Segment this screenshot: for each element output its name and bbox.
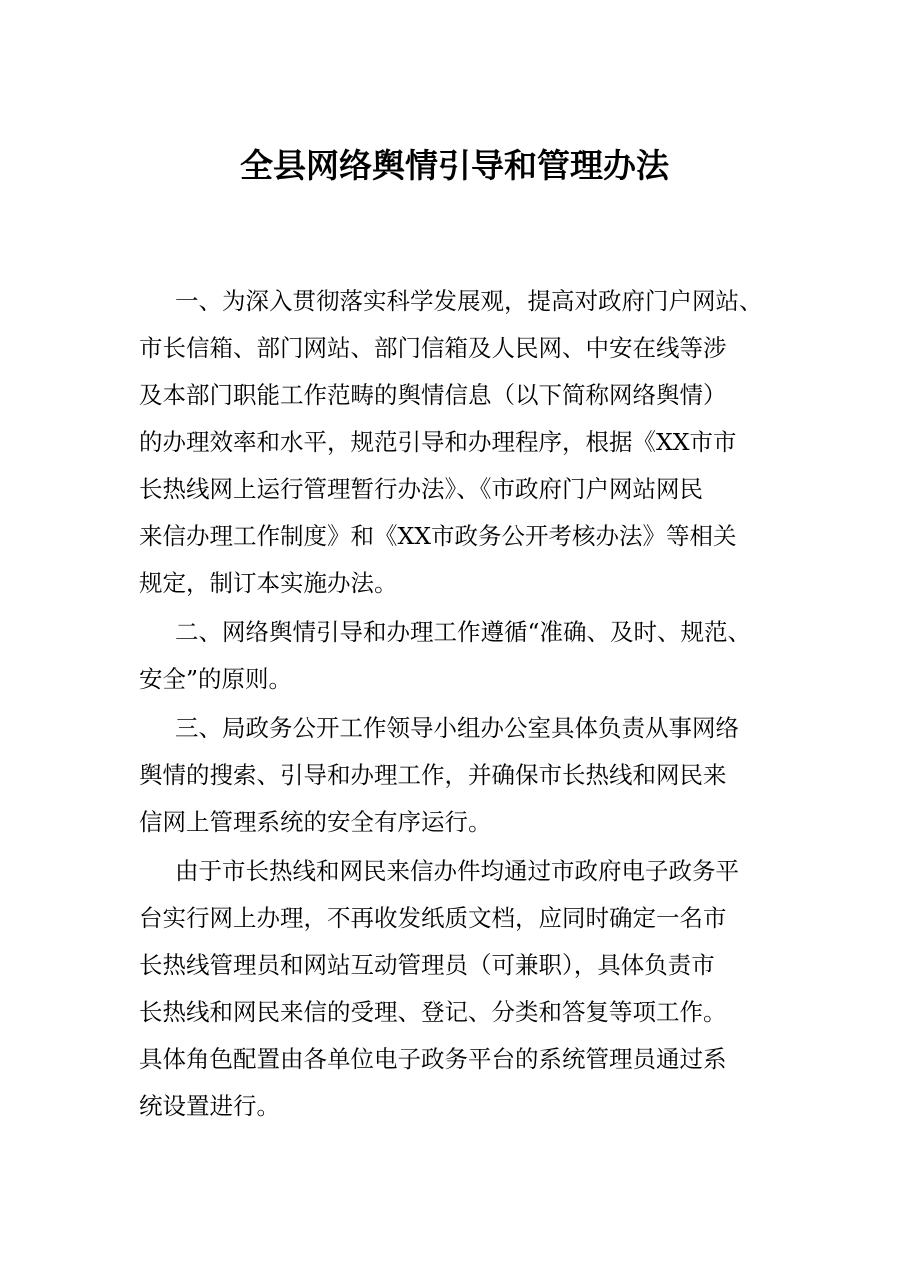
- paragraph-3-line-2: 舆情的搜索、引导和办理工作，并确保市长热线和网民来: [139, 761, 727, 789]
- paragraph-4-line-1: 由于市长热线和网民来信办件均通过市政府电子政务平: [175, 857, 739, 885]
- paragraph-1-line-1: 一、为深入贯彻落实科学发展观，提高对政府门户网站、: [175, 287, 763, 315]
- paragraph-4-line-4: 长热线和网民来信的受理、登记、分类和答复等项工作。: [139, 998, 727, 1026]
- paragraph-1-line-4: 的办理效率和水平，规范引导和办理程序，根据《XX市市: [139, 428, 737, 456]
- paragraph-4-line-6: 统设置进行。: [139, 1092, 280, 1120]
- paragraph-4-line-5: 具体角色配置由各单位电子政务平台的系统管理员通过系: [139, 1045, 727, 1073]
- paragraph-2-line-1: 二、网络舆情引导和办理工作遵循“准确、及时、规范、: [175, 618, 752, 646]
- paragraph-4-line-3: 长热线管理员和网站互动管理员（可兼职），具体负责市: [139, 951, 715, 979]
- paragraph-3-line-3: 信网上管理系统的安全有序运行。: [139, 808, 492, 836]
- paragraph-1-line-3: 及本部门职能工作范畴的舆情信息（以下简称网络舆情）: [139, 381, 727, 409]
- paragraph-1-line-7: 规定，制订本实施办法。: [139, 569, 398, 597]
- paragraph-1-line-5: 长热线网上运行管理暂行办法》、《市政府门户网站网民: [139, 475, 703, 503]
- paragraph-4-line-2: 台实行网上办理，不再收发纸质文档，应同时确定一名市: [139, 904, 727, 932]
- paragraph-1-line-2: 市长信箱、部门网站、部门信箱及人民网、中安在线等涉: [139, 334, 727, 362]
- paragraph-3-line-1: 三、局政务公开工作领导小组办公室具体负责从事网络: [175, 714, 739, 742]
- paragraph-2-line-2: 安全”的原则。: [139, 665, 293, 693]
- paragraph-1-line-6: 来信办理工作制度》和《XX市政务公开考核办法》等相关: [139, 522, 737, 550]
- document-title: 全县网络舆情引导和管理办法: [240, 146, 669, 185]
